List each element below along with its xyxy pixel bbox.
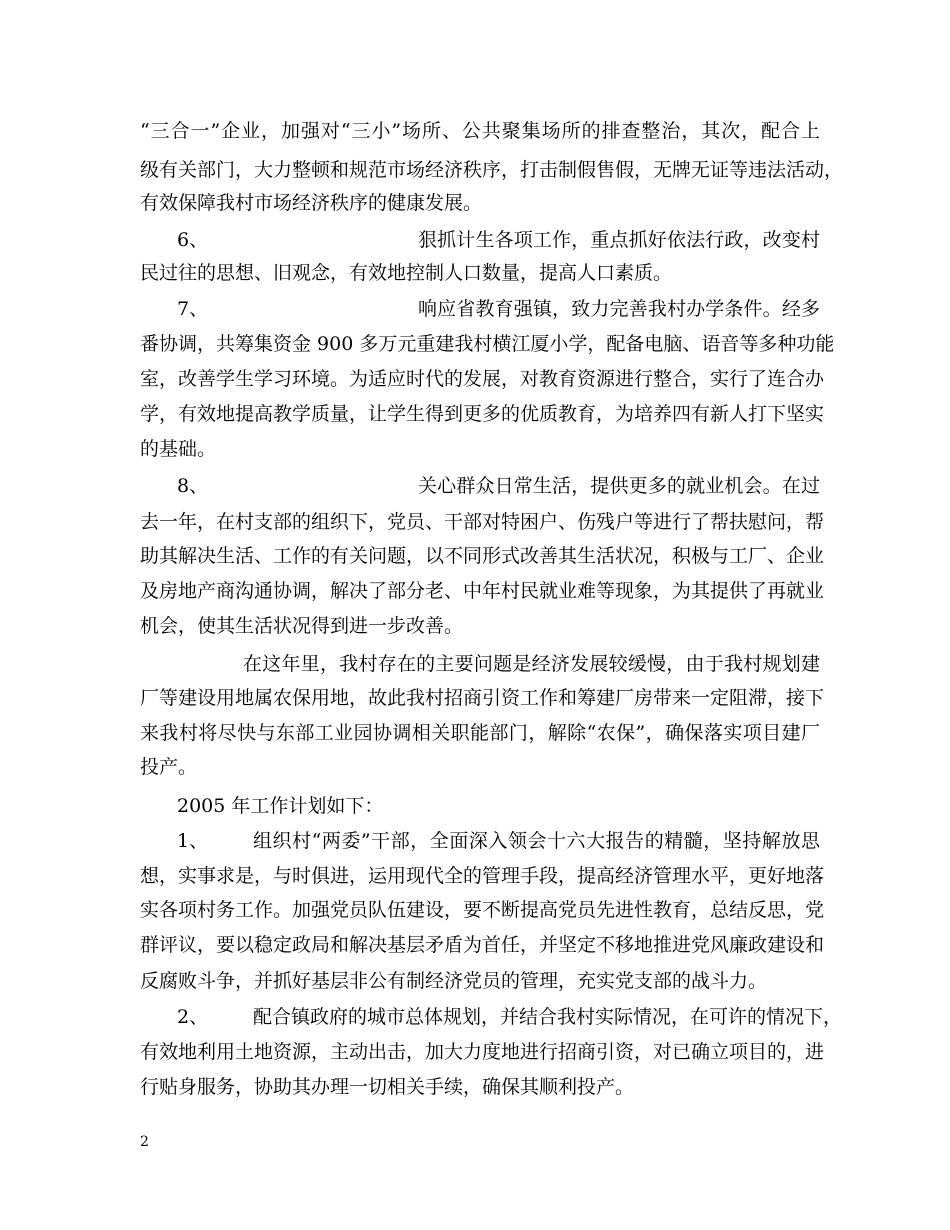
intro-line-2: 级有关部门，大力整顿和规范市场经济秩序，打击制假售假，无牌无证等违法活动， [140, 159, 844, 181]
item-6-number: 6、 [177, 229, 209, 251]
problems-line-3: 来我村将尽快与东部工业园协调相关职能部门，解除“农保”，确保落实项目建厂 [140, 722, 820, 744]
plan-2-number: 2、 [177, 1006, 209, 1028]
item-8-line-4: 及房地产商沟通协调，解决了部分老、中年村民就业难等现象，为其提供了再就业 [140, 580, 825, 602]
plan-1-line-5: 反腐败斗争，并抓好基层非公有制经济党员的管理，充实党支部的战斗力。 [140, 970, 768, 992]
item-7-line-5: 的基础。 [140, 438, 217, 460]
plan-1-line-1: 组织村“两委”干部，全面深入领会十六大报告的精髓，坚持解放思 [253, 830, 820, 852]
item-6-line-2: 民过往的思想、旧观念，有效地控制人口数量，提高人口素质。 [140, 262, 673, 284]
intro-line-3: 有效保障我村市场经济秩序的健康发展。 [140, 192, 483, 214]
plan-1-number: 1、 [177, 830, 209, 852]
plan-2-line-3: 行贴身服务，协助其办理一切相关手续，确保其顺利投产。 [140, 1076, 635, 1098]
plan-1-line-3: 实各项村务工作。加强党员队伍建设，要不断提高党员先进性教育，总结反思，党 [140, 899, 825, 921]
item-7-line-2: 番协调，共筹集资金 900 多万元重建我村横江厦小学，配备电脑、语音等多种功能 [140, 333, 835, 355]
item-6-line-1: 狠抓计生各项工作，重点抓好依法行政，改变村 [418, 229, 820, 251]
item-7-line-1: 响应省教育强镇，致力完善我村办学条件。经多 [418, 298, 820, 320]
item-8-line-5: 机会，使其生活状况得到进一步改善。 [140, 615, 464, 637]
intro-line-1: “三合一”企业，加强对“三小”场所、公共聚集场所的排查整治，其次，配合上 [140, 120, 820, 142]
problems-line-4: 投产。 [140, 756, 198, 778]
problems-line-2: 厂等建设用地属农保用地，故此我村招商引资工作和筹建厂房带来一定阻滞，接下 [140, 687, 825, 709]
problems-line-1: 在这年里，我村存在的主要问题是经济发展较缓慢，由于我村规划建 [243, 653, 820, 675]
plan-2-line-1: 配合镇政府的城市总体规划，并结合我村实际情况，在可许的情况下， [253, 1006, 843, 1028]
plan-1-line-2: 想，实事求是，与时俱进，运用现代全的管理手段，提高经济管理水平，更好地落 [140, 865, 825, 887]
item-8-line-2: 去一年，在村支部的组织下，党员、干部对特困户、伤残户等进行了帮扶慰问，帮 [140, 511, 825, 533]
item-8-line-3: 助其解决生活、工作的有关问题，以不同形式改善其生活状况，积极与工厂、企业 [140, 545, 825, 567]
plan-1-line-4: 群评议，要以稳定政局和解决基层矛盾为首任，并坚定不移地推进党风廉政建设和 [140, 934, 825, 956]
item-8-line-1: 关心群众日常生活，提供更多的就业机会。在过 [418, 475, 820, 497]
plan-heading: 2005 年工作计划如下： [177, 795, 384, 817]
item-7-line-3: 室，改善学生学习环境。为适应时代的发展，对教育资源进行整合，实行了连合办 [140, 368, 825, 390]
item-8-number: 8、 [177, 475, 209, 497]
plan-2-line-2: 有效地利用土地资源，主动出击，加大力度地进行招商引资，对已确立项目的，进 [140, 1041, 825, 1063]
item-7-number: 7、 [177, 298, 209, 320]
item-7-line-4: 学，有效地提高教学质量，让学生得到更多的优质教育，为培养四有新人打下坚实 [140, 403, 825, 425]
page-number: 2 [140, 1134, 149, 1150]
